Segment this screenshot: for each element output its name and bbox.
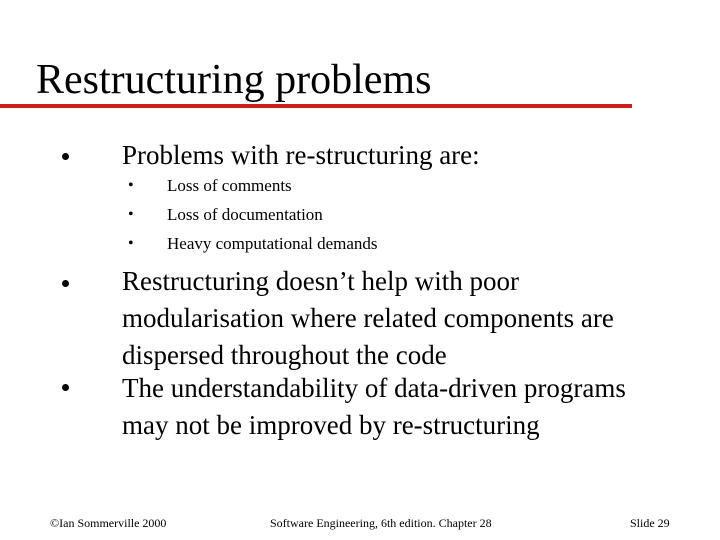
sub-bullet-item: Heavy computational demands — [167, 234, 378, 253]
bullet-marker — [62, 153, 69, 160]
sub-bullet-marker: • — [128, 206, 134, 223]
footer-slide-number: Slide 29 — [630, 516, 670, 530]
title-underline — [0, 104, 632, 108]
sub-bullet-item: Loss of comments — [167, 176, 292, 195]
bullet-item: The understandability of data-driven programs may not be improved by re-structuring — [122, 373, 626, 440]
sub-bullet-marker: • — [128, 177, 134, 194]
bullet-marker — [62, 280, 69, 287]
sub-bullet-item: Loss of documentation — [167, 205, 323, 224]
bullet-item: Problems with re-structuring are: — [122, 140, 480, 170]
slide-title: Restructuring problems — [36, 57, 432, 103]
footer-course: Software Engineering, 6th edition. Chapter 28 — [270, 516, 492, 530]
bullet-marker — [62, 384, 69, 391]
footer-copyright: ©Ian Sommerville 2000 — [50, 516, 167, 530]
sub-bullet-marker: • — [128, 235, 134, 252]
bullet-item: Restructuring doesn’t help with poor modularisation where related components are dispersed throughout the code — [122, 266, 614, 370]
